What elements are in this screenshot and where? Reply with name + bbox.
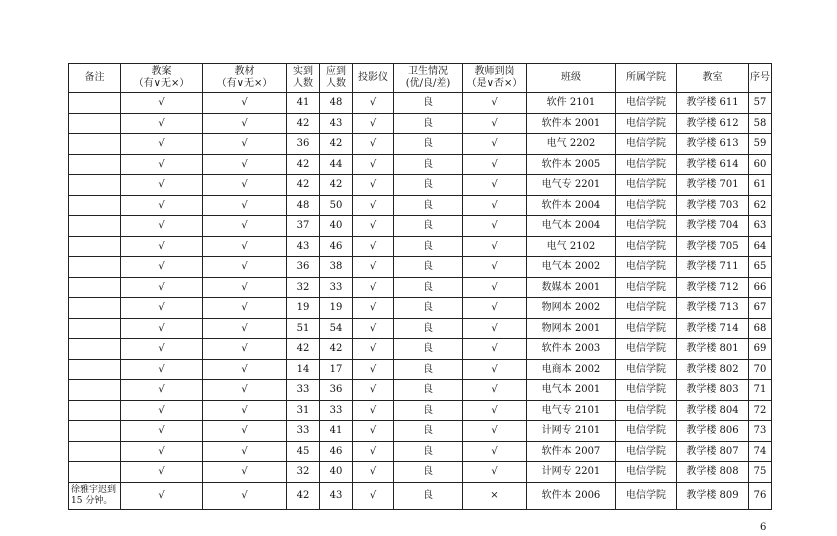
table-cell: 教学楼 701: [677, 175, 749, 196]
table-cell: √: [463, 113, 527, 134]
table-cell: 电信学院: [616, 134, 677, 155]
table-cell: √: [121, 462, 203, 483]
table-cell: √: [121, 482, 203, 509]
table-cell: √: [121, 216, 203, 237]
table-row: [69, 113, 772, 134]
remark-cell: [69, 380, 121, 401]
table-cell: 教学楼 714: [677, 318, 749, 339]
table-cell: √: [203, 298, 287, 319]
remark-cell: [69, 318, 121, 339]
table-cell: 电气本 2002: [527, 257, 616, 278]
table-cell: 电信学院: [616, 318, 677, 339]
table-row: [69, 134, 772, 155]
table-cell: √: [121, 441, 203, 462]
column-header: 应到 人数: [320, 64, 353, 93]
table-cell: √: [463, 175, 527, 196]
table-cell: 36: [287, 134, 320, 155]
table-row: [69, 421, 772, 442]
table-cell: √: [121, 154, 203, 175]
remark-cell: 徐雅宇迟到 15 分钟。: [69, 482, 121, 509]
table-cell: 教学楼 804: [677, 400, 749, 421]
table-cell: 65: [749, 257, 772, 278]
table-cell: 71: [749, 380, 772, 401]
table-cell: 电信学院: [616, 421, 677, 442]
table-cell: 计网专 2201: [527, 462, 616, 483]
table-cell: 63: [749, 216, 772, 237]
table-cell: √: [121, 380, 203, 401]
column-header: 卫生情况 (优/良/差): [394, 64, 463, 93]
table-cell: 76: [749, 482, 772, 509]
table-cell: √: [203, 318, 287, 339]
table-cell: 教学楼 704: [677, 216, 749, 237]
table-cell: 教学楼 803: [677, 380, 749, 401]
table-cell: √: [463, 380, 527, 401]
remark-cell: [69, 257, 121, 278]
table-cell: √: [463, 421, 527, 442]
table-cell: 良: [394, 482, 463, 509]
table-cell: √: [203, 236, 287, 257]
table-cell: 54: [320, 318, 353, 339]
table-cell: √: [353, 277, 394, 298]
remark-cell: [69, 462, 121, 483]
remark-cell: [69, 277, 121, 298]
table-cell: 33: [320, 400, 353, 421]
table-cell: 良: [394, 236, 463, 257]
table-cell: √: [203, 421, 287, 442]
table-cell: 良: [394, 380, 463, 401]
table-cell: 电信学院: [616, 441, 677, 462]
table-cell: 教学楼 802: [677, 359, 749, 380]
table-cell: √: [353, 257, 394, 278]
table-cell: √: [121, 257, 203, 278]
table-cell: 教学楼 806: [677, 421, 749, 442]
remark-cell: [69, 93, 121, 114]
remark-cell: [69, 400, 121, 421]
table-cell: √: [353, 93, 394, 114]
column-header: 教案 （有∨无×）: [121, 64, 203, 93]
table-cell: 良: [394, 113, 463, 134]
table-cell: 良: [394, 298, 463, 319]
table-cell: 软件本 2007: [527, 441, 616, 462]
table-cell: 电信学院: [616, 298, 677, 319]
column-header: 备注: [69, 64, 121, 93]
table-cell: 电信学院: [616, 380, 677, 401]
remark-cell: [69, 339, 121, 360]
table-cell: 电信学院: [616, 113, 677, 134]
table-cell: 软件本 2006: [527, 482, 616, 509]
table-cell: 电信学院: [616, 339, 677, 360]
table-cell: √: [121, 113, 203, 134]
table-cell: √: [353, 400, 394, 421]
table-cell: 教学楼 711: [677, 257, 749, 278]
table-cell: 36: [320, 380, 353, 401]
table-cell: √: [353, 462, 394, 483]
table-cell: 良: [394, 175, 463, 196]
table-cell: 57: [749, 93, 772, 114]
table-cell: 66: [749, 277, 772, 298]
table-cell: √: [203, 462, 287, 483]
table-row: [69, 359, 772, 380]
table-cell: 48: [320, 93, 353, 114]
table-cell: √: [203, 400, 287, 421]
table-cell: √: [353, 421, 394, 442]
column-header: 教室: [677, 64, 749, 93]
table-cell: √: [353, 175, 394, 196]
table-cell: 良: [394, 339, 463, 360]
table-cell: √: [353, 339, 394, 360]
table-cell: √: [121, 359, 203, 380]
table-cell: √: [121, 195, 203, 216]
remark-cell: [69, 421, 121, 442]
table-cell: 41: [287, 93, 320, 114]
table-cell: √: [353, 441, 394, 462]
table-cell: 物网本 2002: [527, 298, 616, 319]
table-cell: 61: [749, 175, 772, 196]
table-cell: √: [463, 134, 527, 155]
table-cell: 电商本 2002: [527, 359, 616, 380]
table-cell: 教学楼 808: [677, 462, 749, 483]
table-cell: 教学楼 705: [677, 236, 749, 257]
table-cell: 良: [394, 134, 463, 155]
table-cell: √: [463, 195, 527, 216]
table-cell: 19: [320, 298, 353, 319]
table-cell: √: [203, 154, 287, 175]
table-cell: √: [121, 175, 203, 196]
table-cell: 良: [394, 462, 463, 483]
table-cell: 电气 2102: [527, 236, 616, 257]
table-cell: √: [203, 257, 287, 278]
table-cell: 教学楼 703: [677, 195, 749, 216]
table-cell: 50: [320, 195, 353, 216]
table-cell: √: [353, 318, 394, 339]
table-cell: 44: [320, 154, 353, 175]
table-cell: 电信学院: [616, 236, 677, 257]
table-cell: 良: [394, 359, 463, 380]
table-cell: 良: [394, 216, 463, 237]
table-cell: √: [121, 134, 203, 155]
table-cell: √: [353, 113, 394, 134]
table-cell: √: [353, 134, 394, 155]
table-cell: 74: [749, 441, 772, 462]
table-cell: 42: [320, 175, 353, 196]
table-cell: 17: [320, 359, 353, 380]
table-cell: 43: [287, 236, 320, 257]
table-cell: √: [463, 359, 527, 380]
table-cell: 电信学院: [616, 359, 677, 380]
table-cell: 33: [287, 421, 320, 442]
table-cell: √: [463, 257, 527, 278]
remark-cell: [69, 359, 121, 380]
table-cell: 19: [287, 298, 320, 319]
table-row: [69, 257, 772, 278]
table-cell: 良: [394, 441, 463, 462]
table-cell: 教学楼 713: [677, 298, 749, 319]
table-cell: 38: [320, 257, 353, 278]
column-header: 教师到岗 （是∨否×）: [463, 64, 527, 93]
table-cell: 电信学院: [616, 482, 677, 509]
table-cell: 32: [287, 462, 320, 483]
table-cell: 软件本 2001: [527, 113, 616, 134]
page-number: 6: [760, 522, 767, 533]
table-cell: √: [121, 400, 203, 421]
table-cell: 41: [320, 421, 353, 442]
table-cell: √: [203, 93, 287, 114]
table-cell: 教学楼 612: [677, 113, 749, 134]
table-row: [69, 380, 772, 401]
table-cell: √: [203, 277, 287, 298]
table-cell: √: [203, 134, 287, 155]
table-cell: √: [353, 154, 394, 175]
table-cell: 43: [320, 113, 353, 134]
table-cell: 73: [749, 421, 772, 442]
table-cell: 58: [749, 113, 772, 134]
table-cell: 教学楼 801: [677, 339, 749, 360]
table-cell: √: [203, 441, 287, 462]
table-cell: 软件本 2005: [527, 154, 616, 175]
table-row: [69, 318, 772, 339]
table-cell: 31: [287, 400, 320, 421]
table-cell: 70: [749, 359, 772, 380]
table-cell: 42: [287, 175, 320, 196]
table-cell: √: [353, 380, 394, 401]
table-row: [69, 216, 772, 237]
table-cell: √: [463, 277, 527, 298]
remark-cell: [69, 195, 121, 216]
table-cell: 教学楼 614: [677, 154, 749, 175]
column-header: 班级: [527, 64, 616, 93]
table-row: [69, 93, 772, 114]
table-cell: 14: [287, 359, 320, 380]
table-row: [69, 339, 772, 360]
table-cell: 数媒本 2001: [527, 277, 616, 298]
table-cell: √: [463, 462, 527, 483]
table-cell: √: [463, 441, 527, 462]
table-row: [69, 277, 772, 298]
table-cell: 33: [287, 380, 320, 401]
table-cell: √: [121, 421, 203, 442]
table-cell: 电信学院: [616, 216, 677, 237]
table-cell: √: [121, 93, 203, 114]
table-cell: 45: [287, 441, 320, 462]
table-cell: 教学楼 809: [677, 482, 749, 509]
table-cell: 电气专 2201: [527, 175, 616, 196]
remark-cell: [69, 113, 121, 134]
table-cell: 教学楼 611: [677, 93, 749, 114]
table-cell: 42: [287, 154, 320, 175]
table-cell: 计网专 2101: [527, 421, 616, 442]
table-cell: √: [203, 113, 287, 134]
table-cell: 43: [320, 482, 353, 509]
table-cell: 良: [394, 257, 463, 278]
table-cell: 51: [287, 318, 320, 339]
table-cell: 46: [320, 441, 353, 462]
table-cell: √: [203, 359, 287, 380]
table-cell: 36: [287, 257, 320, 278]
table-cell: 67: [749, 298, 772, 319]
table-cell: 电气 2202: [527, 134, 616, 155]
table-cell: 32: [287, 277, 320, 298]
table-cell: ×: [463, 482, 527, 509]
table-cell: √: [463, 400, 527, 421]
table-cell: 良: [394, 400, 463, 421]
remark-cell: [69, 298, 121, 319]
table-cell: 良: [394, 318, 463, 339]
column-header: 投影仪: [353, 64, 394, 93]
table-cell: 42: [287, 482, 320, 509]
table-cell: 教学楼 613: [677, 134, 749, 155]
table-cell: √: [121, 236, 203, 257]
table-cell: √: [121, 339, 203, 360]
table-cell: 72: [749, 400, 772, 421]
table-cell: √: [463, 93, 527, 114]
remark-cell: [69, 154, 121, 175]
table-cell: √: [463, 339, 527, 360]
table-body: [69, 93, 772, 510]
table-cell: 42: [320, 134, 353, 155]
table-cell: √: [203, 380, 287, 401]
table-cell: 33: [320, 277, 353, 298]
table-cell: 62: [749, 195, 772, 216]
table-cell: 59: [749, 134, 772, 155]
remark-cell: [69, 441, 121, 462]
table-cell: √: [203, 216, 287, 237]
table-row: [69, 441, 772, 462]
table-cell: 软件本 2003: [527, 339, 616, 360]
table-cell: 37: [287, 216, 320, 237]
table-row: [69, 175, 772, 196]
column-header: 所属学院: [616, 64, 677, 93]
column-header: 序号: [749, 64, 772, 93]
table-cell: √: [353, 236, 394, 257]
table-header-row: [69, 64, 772, 93]
table-row: [69, 154, 772, 175]
table-cell: 良: [394, 93, 463, 114]
table-cell: 68: [749, 318, 772, 339]
remark-cell: [69, 236, 121, 257]
table-cell: √: [463, 154, 527, 175]
table-cell: 电信学院: [616, 195, 677, 216]
remark-cell: [69, 134, 121, 155]
table-cell: 42: [287, 113, 320, 134]
table-cell: 良: [394, 421, 463, 442]
table-cell: 教学楼 712: [677, 277, 749, 298]
table-cell: √: [353, 195, 394, 216]
table-row: [69, 236, 772, 257]
table-cell: 软件 2101: [527, 93, 616, 114]
table-cell: √: [121, 318, 203, 339]
table-cell: 教学楼 807: [677, 441, 749, 462]
table-cell: 良: [394, 277, 463, 298]
table-cell: 电信学院: [616, 277, 677, 298]
table-cell: 42: [320, 339, 353, 360]
table-row: [69, 400, 772, 421]
remark-cell: [69, 175, 121, 196]
table-cell: 电信学院: [616, 400, 677, 421]
table-cell: √: [463, 298, 527, 319]
table-cell: 软件本 2004: [527, 195, 616, 216]
table-row: [69, 298, 772, 319]
table-cell: √: [353, 298, 394, 319]
table-cell: 电信学院: [616, 257, 677, 278]
table-row: [69, 462, 772, 483]
table-cell: 电气本 2004: [527, 216, 616, 237]
table-cell: √: [203, 482, 287, 509]
table-cell: √: [463, 318, 527, 339]
column-header: 实到 人数: [287, 64, 320, 93]
table-cell: 电气专 2101: [527, 400, 616, 421]
table-cell: 电气本 2001: [527, 380, 616, 401]
table-cell: √: [203, 339, 287, 360]
table-cell: 40: [320, 462, 353, 483]
table-cell: 电信学院: [616, 175, 677, 196]
table-cell: 物网本 2001: [527, 318, 616, 339]
table-cell: 良: [394, 195, 463, 216]
table-cell: 40: [320, 216, 353, 237]
table-cell: 75: [749, 462, 772, 483]
table-cell: √: [353, 359, 394, 380]
table-cell: 46: [320, 236, 353, 257]
column-header: 教材 （有∨无×）: [203, 64, 287, 93]
table-cell: √: [121, 298, 203, 319]
table-row: [69, 195, 772, 216]
table-cell: 良: [394, 154, 463, 175]
table-cell: 42: [287, 339, 320, 360]
table-cell: √: [463, 236, 527, 257]
table-cell: 电信学院: [616, 462, 677, 483]
table-cell: √: [463, 216, 527, 237]
table-cell: √: [203, 195, 287, 216]
table-cell: √: [203, 175, 287, 196]
table-cell: 电信学院: [616, 154, 677, 175]
table-cell: 64: [749, 236, 772, 257]
table-cell: 60: [749, 154, 772, 175]
table-cell: 48: [287, 195, 320, 216]
remark-cell: [69, 216, 121, 237]
inspection-table: [68, 63, 772, 510]
table-cell: √: [353, 216, 394, 237]
table-cell: √: [353, 482, 394, 509]
table-cell: 电信学院: [616, 93, 677, 114]
table-row: [69, 482, 772, 509]
table-cell: 69: [749, 339, 772, 360]
table-cell: √: [121, 277, 203, 298]
